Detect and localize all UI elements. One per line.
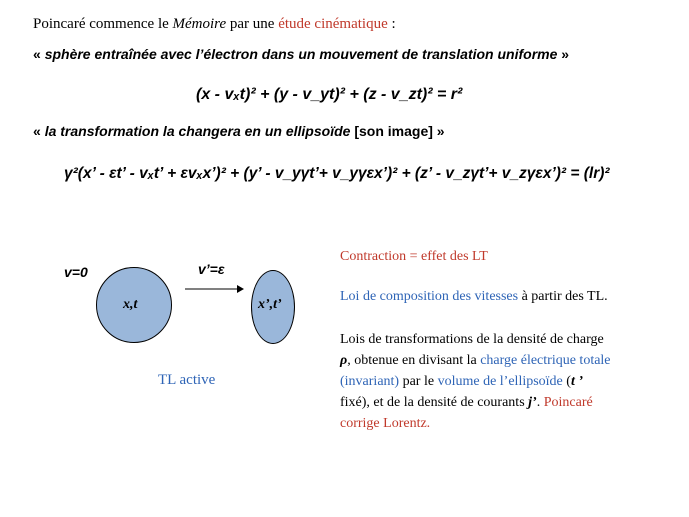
density-text-1: Lois de transformations de la densité de charge — [340, 332, 604, 347]
t-prime: t ’ — [570, 374, 584, 389]
ellipsoid-label: x’,t’ — [258, 297, 282, 312]
intro-part1: Poincaré commence le — [33, 16, 173, 32]
density-text-2: , obtenue en divisant la — [347, 353, 481, 368]
density-text-3: par le — [399, 374, 438, 389]
intro-part2: par une — [226, 16, 279, 32]
quote2-text: la transformation la changera en un ellipsoïde — [44, 123, 351, 139]
density-text-6: . — [536, 395, 544, 410]
quote1-line — [33, 46, 569, 62]
quote2-line — [33, 123, 445, 139]
formula-ellipsoid: γ²(x’ - εt’ - vₓt’ + εvₓx’)² + (y’ - v_yγt’+ v_yγεx’)² + (z’ - v_zγt’+ v_zγεx’)² = (lr)² — [64, 165, 610, 182]
tl-active-caption: TL active — [158, 372, 216, 388]
density-line-5 — [340, 413, 680, 434]
rho-symbol: ρ — [340, 353, 348, 368]
j-prime: j’ — [528, 395, 537, 410]
v0-label: v=0 — [64, 264, 88, 280]
quote2-bracket: [son image] » — [350, 123, 445, 139]
contraction-text: Contraction = effet des LT — [340, 249, 488, 264]
sphere-circle-label: x,t — [123, 297, 138, 312]
intro-line — [33, 16, 396, 33]
density-text-4: ( — [562, 374, 571, 389]
invariant-text: (invariant) — [340, 374, 400, 389]
formula-sphere: (x - vₓt)² + (y - v_yt)² + (z - v_zt)² = r² — [196, 86, 463, 103]
volume-ellipsoide: volume de l’ellipsoïde — [437, 374, 563, 389]
density-line-1 — [340, 329, 680, 350]
corrige-lorentz: corrige Lorentz. — [340, 416, 431, 431]
charge-totale: charge électrique totale — [480, 353, 611, 368]
poincare-text: Poincaré — [543, 395, 593, 410]
quote1-open: « — [33, 46, 45, 62]
density-text-5: fixé), et de la densité de courants — [340, 395, 529, 410]
composition-rest: à partir des TL. — [518, 289, 608, 304]
intro-part3: : — [387, 16, 396, 32]
intro-memoire: Mémoire — [172, 16, 227, 32]
density-line-4 — [340, 392, 680, 413]
arrow-label: v’=ε — [198, 261, 225, 277]
quote2-open: « — [33, 123, 45, 139]
composition-blue: Loi de composition des vitesses — [340, 289, 519, 304]
quote1-close: » — [557, 46, 570, 62]
density-line-2 — [340, 350, 680, 371]
intro-etude: étude cinématique — [278, 16, 388, 32]
quote1-text: sphère entraînée avec l’électron dans un mouvement de translation uniforme — [44, 46, 558, 62]
density-paragraph — [340, 329, 680, 434]
velocity-arrow — [183, 283, 245, 295]
composition-text — [340, 289, 608, 305]
density-line-3 — [340, 371, 680, 392]
